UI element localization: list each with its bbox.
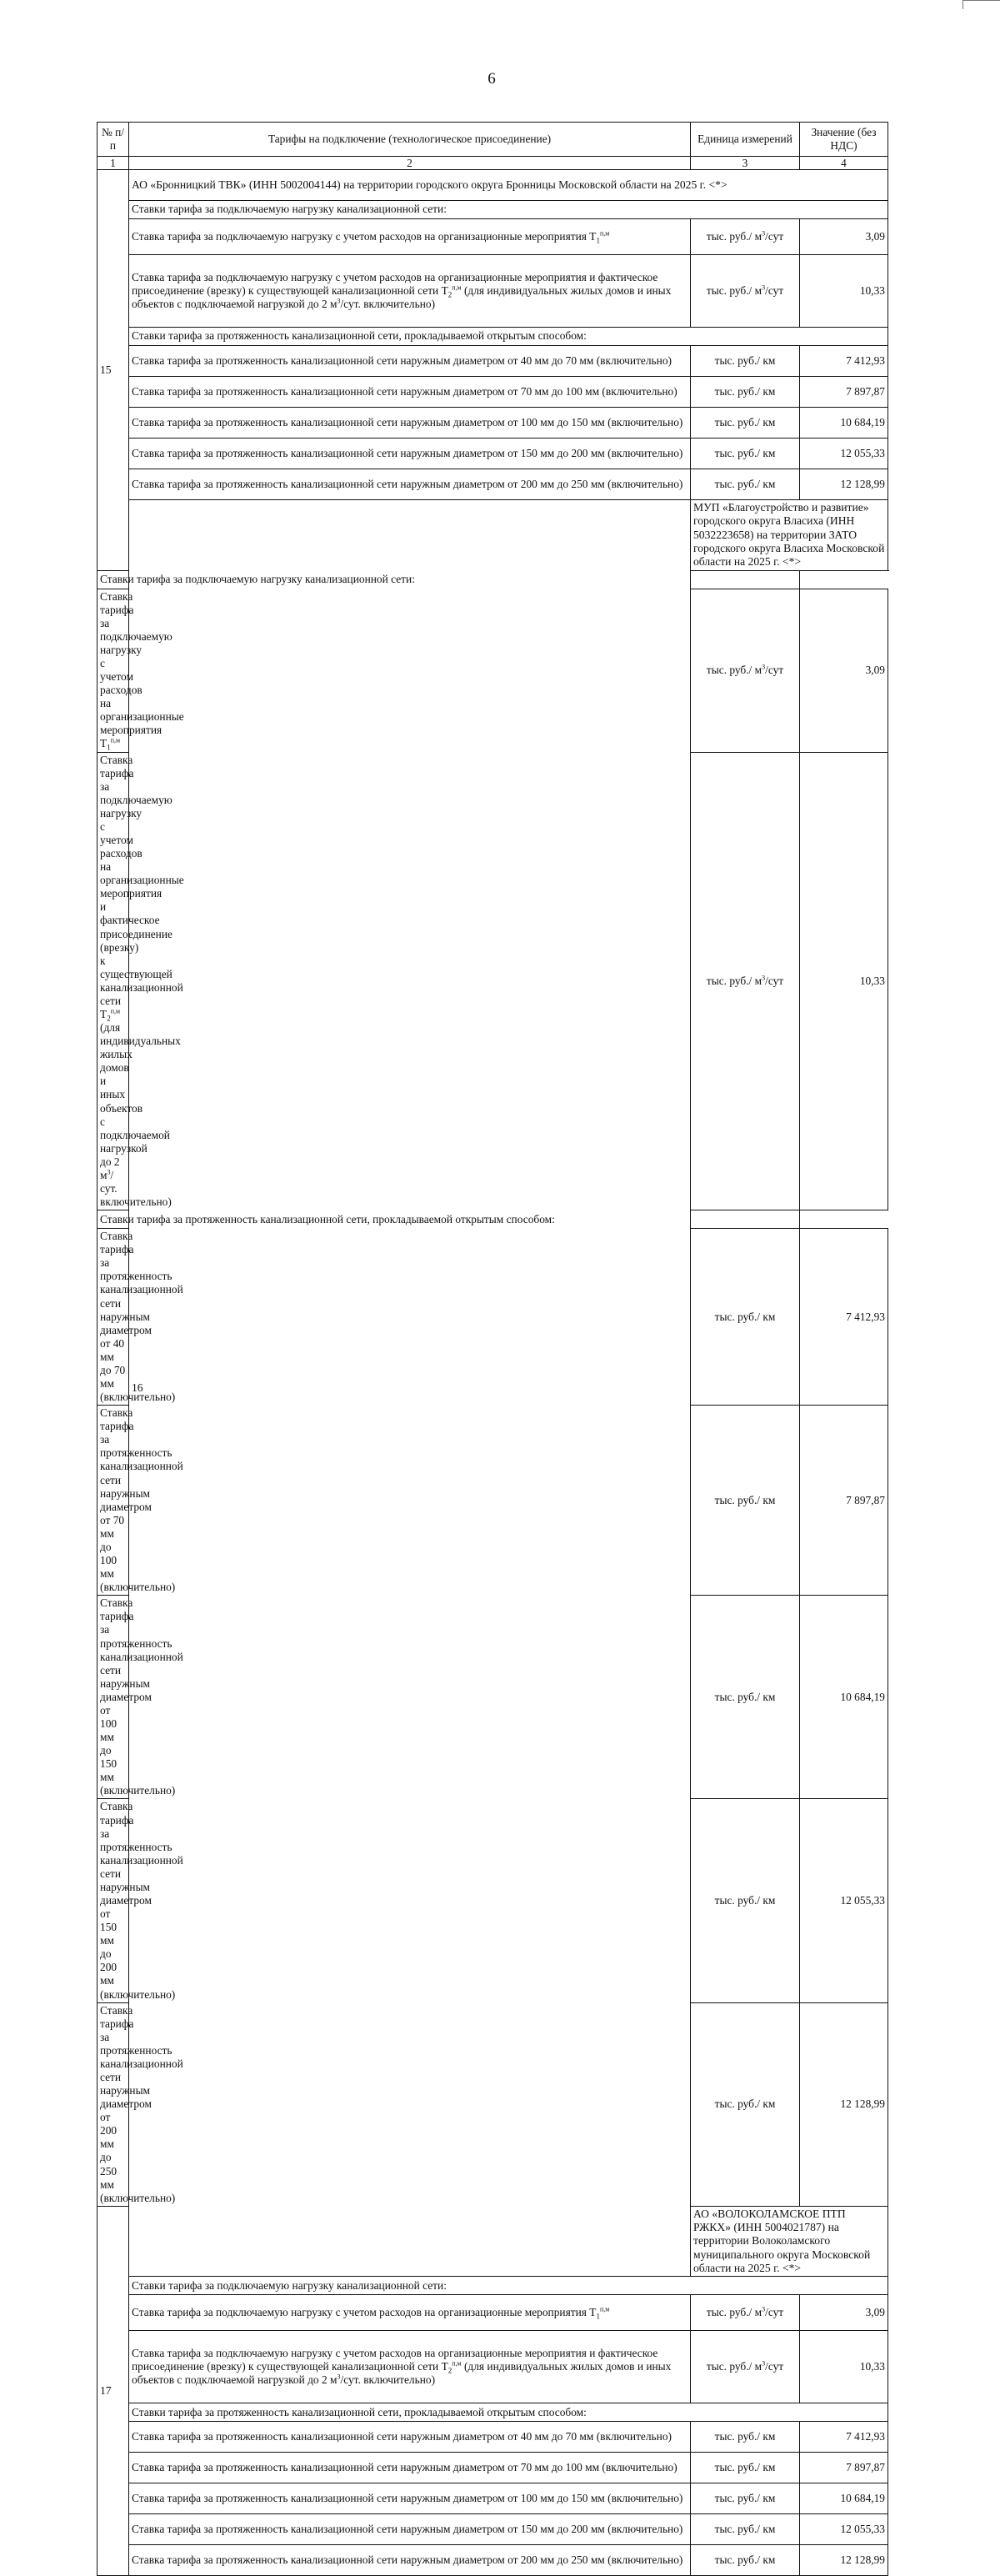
tariff-unit: тыс. руб./ км bbox=[691, 1799, 800, 2002]
tariff-value: 12 055,33 bbox=[800, 439, 888, 469]
table-row bbox=[98, 2295, 888, 2331]
tariff-name: Ставка тарифа за протяженность канализационной сети наружным диаметром от 40 мм до 70 мм (включительно) bbox=[129, 346, 691, 377]
tariff-name: Ставка тарифа за подключаемую нагрузку с учетом расходов на организационные мероприятия $Т_1^{п,м}$ bbox=[98, 589, 129, 752]
table-row bbox=[98, 219, 888, 255]
tariff-name: Ставка тарифа за подключаемую нагрузку с учетом расходов на организационные мероприятия и фактическое присоединение (врезку) к существующей канализационной сети $Т_2^{п,м}$ (для индивидуальных жилых домов и иных объектов с подключаемой нагрузкой до 2 $м^3$/сут. включительно) bbox=[129, 2331, 691, 2403]
tariff-name: Ставка тарифа за протяженность канализационной сети наружным диаметром от 70 мм до 100 мм (включительно) bbox=[129, 2453, 691, 2483]
tariff-value: 10 684,19 bbox=[800, 408, 888, 439]
tariff-value: 7 897,87 bbox=[800, 2453, 888, 2483]
column-index-row bbox=[98, 157, 888, 170]
tariff-unit: тыс. руб./ км bbox=[691, 2545, 800, 2576]
tariff-name: Ставка тарифа за протяженность канализационной сети наружным диаметром от 40 мм до 70 мм (включительно) bbox=[98, 1229, 129, 1406]
header-unit: Единица измерений bbox=[691, 123, 800, 157]
tariff-name: Ставка тарифа за протяженность канализационной сети наружным диаметром от 100 мм до 150 мм (включительно) bbox=[129, 2483, 691, 2514]
tariff-name: Ставка тарифа за протяженность канализационной сети наружным диаметром от 200 мм до 250 мм (включительно) bbox=[129, 2545, 691, 2576]
tariff-unit: тыс. руб./ км bbox=[691, 346, 800, 377]
tariff-unit: тыс. руб./ км bbox=[691, 469, 800, 500]
table-row bbox=[98, 2331, 888, 2403]
section-load-title: Ставки тарифа за подключаемую нагрузку канализационной сети: bbox=[98, 570, 800, 589]
table-row bbox=[98, 2422, 888, 2453]
section-load-title: Ставки тарифа за подключаемую нагрузку канализационной сети: bbox=[129, 201, 888, 219]
section-load-title: Ставки тарифа за подключаемую нагрузку канализационной сети: bbox=[129, 2277, 888, 2295]
tariff-value: 7 412,93 bbox=[800, 346, 888, 377]
header-value: Значение (без НДС) bbox=[800, 123, 888, 157]
column-index: 4 bbox=[800, 157, 888, 170]
org-title: АО «ВОЛОКОЛАМСКОЕ ПТП РЖКХ» (ИНН 5004021787) на территории Волоколамского муниципального округа Московской области на 2025 г. <*> bbox=[691, 2206, 888, 2277]
tariff-unit: тыс. руб./ км bbox=[691, 2453, 800, 2483]
table-row bbox=[98, 2453, 888, 2483]
tariff-unit: тыс. руб./ $м^3$/сут bbox=[691, 2331, 800, 2403]
tariff-value: 10 684,19 bbox=[800, 2483, 888, 2514]
tariff-value: 3,09 bbox=[800, 219, 888, 255]
table-row bbox=[98, 377, 888, 408]
tariff-unit: тыс. руб./ $м^3$/сут bbox=[691, 255, 800, 328]
tariff-name: Ставка тарифа за протяженность канализационной сети наружным диаметром от 100 мм до 150 мм (включительно) bbox=[98, 1596, 129, 1799]
table-row bbox=[98, 255, 888, 328]
scan-edge-mark bbox=[962, 0, 1000, 9]
table-row bbox=[98, 2514, 888, 2545]
tariff-table bbox=[97, 122, 888, 2576]
tariff-value: 12 055,33 bbox=[800, 1799, 888, 2002]
section-row bbox=[98, 1210, 888, 1229]
tariff-value: 12 128,99 bbox=[800, 2002, 888, 2206]
tariff-value: 7 897,87 bbox=[800, 1406, 888, 1596]
section-row bbox=[98, 570, 888, 589]
section-row bbox=[98, 328, 888, 346]
section-length-title: Ставки тарифа за протяженность канализационной сети, прокладываемой открытым способом: bbox=[129, 2403, 888, 2422]
tariff-name: Ставка тарифа за протяженность канализационной сети наружным диаметром от 150 мм до 200 мм (включительно) bbox=[98, 1799, 129, 2002]
org-number: 17 bbox=[98, 2206, 129, 2576]
section-length-title: Ставки тарифа за протяженность канализационной сети, прокладываемой открытым способом: bbox=[98, 1210, 800, 1229]
tariff-unit: тыс. руб./ км bbox=[691, 1406, 800, 1596]
tariff-unit: тыс. руб./ $м^3$/сут bbox=[691, 589, 800, 752]
section-row bbox=[98, 201, 888, 219]
tariff-value: 3,09 bbox=[800, 589, 888, 752]
tariff-name: Ставка тарифа за подключаемую нагрузку с учетом расходов на организационные мероприятия $Т_1^{п,м}$ bbox=[129, 219, 691, 255]
tariff-name: Ставка тарифа за протяженность канализационной сети наружным диаметром от 200 мм до 250 мм (включительно) bbox=[129, 469, 691, 500]
section-row bbox=[98, 2403, 888, 2422]
header-number: № п/п bbox=[98, 123, 129, 157]
tariff-unit: тыс. руб./ км bbox=[691, 2422, 800, 2453]
org-row bbox=[98, 170, 888, 201]
tariff-name: Ставка тарифа за протяженность канализационной сети наружным диаметром от 40 мм до 70 мм (включительно) bbox=[129, 2422, 691, 2453]
tariff-unit: тыс. руб./ км bbox=[691, 1229, 800, 1406]
tariff-value: 7 412,93 bbox=[800, 2422, 888, 2453]
tariff-unit: тыс. руб./ $м^3$/сут bbox=[691, 219, 800, 255]
table-row bbox=[98, 2545, 888, 2576]
tariff-value: 7 412,93 bbox=[800, 1229, 888, 1406]
table-row bbox=[98, 346, 888, 377]
tariff-name: Ставка тарифа за протяженность канализационной сети наружным диаметром от 150 мм до 200 мм (включительно) bbox=[129, 2514, 691, 2545]
tariff-unit: тыс. руб./ км bbox=[691, 439, 800, 469]
org-number: 15 bbox=[98, 170, 129, 571]
tariff-unit: тыс. руб./ км bbox=[691, 2483, 800, 2514]
tariff-name: Ставка тарифа за подключаемую нагрузку с учетом расходов на организационные мероприятия и фактическое присоединение (врезку) к существующей канализационной сети $Т_2^{п,м}$ (для индивидуальных жилых домов и иных объектов с подключаемой нагрузкой до 2 $м^3$/сут. включительно) bbox=[98, 752, 129, 1210]
tariff-value: 7 897,87 bbox=[800, 377, 888, 408]
table-header-row bbox=[98, 123, 888, 157]
tariff-unit: тыс. руб./ км bbox=[691, 2002, 800, 2206]
tariff-name: Ставка тарифа за протяженность канализационной сети наружным диаметром от 150 мм до 200 мм (включительно) bbox=[129, 439, 691, 469]
tariff-value: 12 128,99 bbox=[800, 2545, 888, 2576]
tariff-value: 10 684,19 bbox=[800, 1596, 888, 1799]
org-title: МУП «Благоустройство и развитие» городского округа Власиха (ИНН 5032223658) на территории ЗАТО городского округа Власиха Московской области на 2025 г. <*> bbox=[691, 500, 888, 571]
tariff-table-body bbox=[98, 170, 888, 2576]
tariff-name: Ставка тарифа за протяженность канализационной сети наружным диаметром от 100 мм до 150 мм (включительно) bbox=[129, 408, 691, 439]
tariff-unit: тыс. руб./ км bbox=[691, 377, 800, 408]
tariff-unit: тыс. руб./ $м^3$/сут bbox=[691, 2295, 800, 2331]
page-number: 6 bbox=[488, 70, 496, 88]
table-row bbox=[98, 439, 888, 469]
tariff-unit: тыс. руб./ км bbox=[691, 2514, 800, 2545]
org-title: АО «Бронницкий ТВК» (ИНН 5002004144) на территории городского округа Бронницы Московской области на 2025 г. <*> bbox=[129, 170, 888, 201]
tariff-unit: тыс. руб./ км bbox=[691, 1596, 800, 1799]
table-row bbox=[98, 2483, 888, 2514]
tariff-value: 3,09 bbox=[800, 2295, 888, 2331]
table-row bbox=[98, 408, 888, 439]
section-row bbox=[98, 2277, 888, 2295]
column-index: 1 bbox=[98, 157, 129, 170]
tariff-value: 10,33 bbox=[800, 2331, 888, 2403]
column-index: 2 bbox=[129, 157, 691, 170]
tariff-value: 10,33 bbox=[800, 255, 888, 328]
tariff-unit: тыс. руб./ км bbox=[691, 408, 800, 439]
table-row bbox=[98, 469, 888, 500]
column-index: 3 bbox=[691, 157, 800, 170]
tariff-name: Ставка тарифа за подключаемую нагрузку с учетом расходов на организационные мероприятия $Т_1^{п,м}$ bbox=[129, 2295, 691, 2331]
tariff-value: 10,33 bbox=[800, 752, 888, 1210]
section-length-title: Ставки тарифа за протяженность канализационной сети, прокладываемой открытым способом: bbox=[129, 328, 888, 346]
tariff-name: Ставка тарифа за протяженность канализационной сети наружным диаметром от 200 мм до 250 мм (включительно) bbox=[98, 2002, 129, 2206]
org-row bbox=[98, 500, 888, 571]
tariff-value: 12 128,99 bbox=[800, 469, 888, 500]
tariff-name: Ставка тарифа за протяженность канализационной сети наружным диаметром от 70 мм до 100 мм (включительно) bbox=[129, 377, 691, 408]
tariff-unit: тыс. руб./ $м^3$/сут bbox=[691, 752, 800, 1210]
tariff-value: 12 055,33 bbox=[800, 2514, 888, 2545]
tariff-name: Ставка тарифа за протяженность канализационной сети наружным диаметром от 70 мм до 100 мм (включительно) bbox=[98, 1406, 129, 1596]
header-tariff: Тарифы на подключение (технологическое присоединение) bbox=[129, 123, 691, 157]
tariff-name: Ставка тарифа за подключаемую нагрузку с учетом расходов на организационные мероприятия и фактическое присоединение (врезку) к существующей канализационной сети $Т_2^{п,м}$ (для индивидуальных жилых домов и иных объектов с подключаемой нагрузкой до 2 $м^3$/сут. включительно) bbox=[129, 255, 691, 328]
org-number: 16 bbox=[129, 500, 691, 2277]
